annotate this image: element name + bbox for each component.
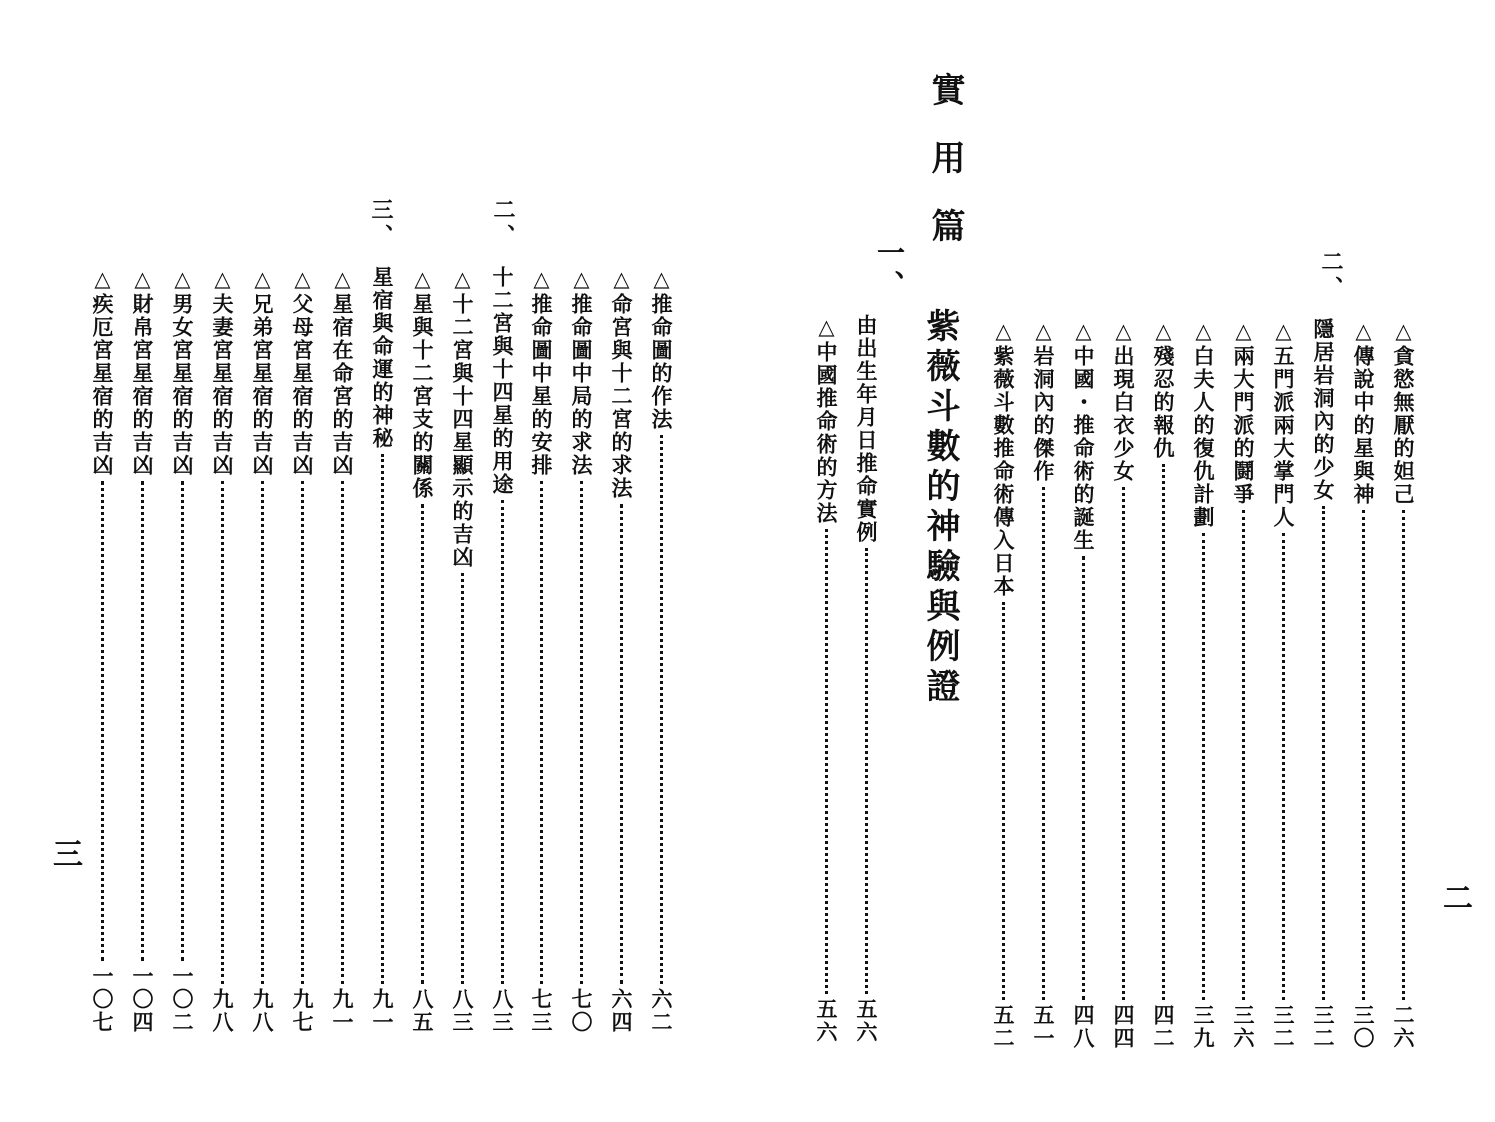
- toc-entry-title: △推命圖中星的安排: [529, 266, 554, 477]
- toc-entry-title: △財帛宮星宿的吉凶: [130, 266, 155, 477]
- toc-entry-title: △男女宮星宿的吉凶: [170, 266, 195, 477]
- section-number-three: 三、: [368, 198, 394, 250]
- toc-entry-page: 一〇七: [90, 965, 115, 1034]
- toc-entry-page: 九一: [370, 988, 395, 1034]
- toc-entry[interactable]: [252, 266, 273, 1034]
- toc-entry-title: △白夫人的復仇計劃: [1191, 318, 1216, 529]
- toc-entry[interactable]: [993, 318, 1014, 1050]
- toc-entry[interactable]: [292, 266, 313, 1034]
- leader-dots: [381, 454, 384, 984]
- toc-entry-page: 七三: [529, 988, 554, 1034]
- toc-entry[interactable]: [571, 266, 592, 1034]
- leader-dots: [1082, 556, 1085, 1000]
- toc-entry-page: 三二: [1271, 1004, 1296, 1050]
- toc-entry-title: △中國推命術的方法: [814, 314, 839, 525]
- leader-dots: [101, 481, 104, 961]
- toc-entry-title: △兩大門派的鬪爭: [1231, 318, 1256, 506]
- toc-entry[interactable]: [412, 266, 433, 1034]
- toc-entry[interactable]: [856, 314, 877, 1044]
- leader-dots: [221, 481, 224, 984]
- leader-dots: [620, 504, 623, 984]
- section-heading: 星宿與命運的神秘: [370, 266, 395, 450]
- toc-entry-page: 四二: [1151, 1004, 1176, 1050]
- leader-dots: [341, 481, 344, 984]
- toc-entry-page: 一〇二: [170, 965, 195, 1034]
- toc-entry-page: 六四: [609, 988, 634, 1034]
- toc-entry-title: △出現白衣少女: [1111, 318, 1136, 483]
- leader-dots: [580, 481, 583, 984]
- leader-dots: [1042, 487, 1045, 1000]
- toc-entry-page: 五六: [854, 998, 879, 1044]
- toc-entry[interactable]: [1113, 318, 1134, 1050]
- toc-entry[interactable]: [611, 266, 632, 1034]
- toc-entry[interactable]: [1073, 318, 1094, 1050]
- toc-entry-page: 八三: [490, 988, 515, 1034]
- toc-entry[interactable]: [1033, 318, 1054, 1050]
- toc-entry-page: 三六: [1231, 1004, 1256, 1050]
- section-heading-entry[interactable]: [492, 266, 513, 1034]
- section-number-two: 二、: [490, 198, 516, 250]
- toc-entry-page: 五六: [814, 998, 839, 1044]
- leader-dots: [1162, 464, 1165, 1000]
- leader-dots: [1282, 533, 1285, 1000]
- section-number-one: 一、: [873, 238, 906, 302]
- leader-dots: [1362, 510, 1365, 1000]
- toc-entry-page: 七〇: [569, 988, 594, 1034]
- toc-entry-title: △疾厄宮星宿的吉凶: [90, 266, 115, 477]
- leader-dots: [1402, 510, 1405, 1000]
- toc-entry-title: △推命圖中局的求法: [569, 266, 594, 477]
- leader-dots: [301, 481, 304, 984]
- toc-entry[interactable]: [816, 314, 837, 1044]
- toc-entry-title: △五門派兩大掌門人: [1271, 318, 1296, 529]
- leader-dots: [865, 548, 868, 994]
- toc-entry-page: 八三: [450, 988, 475, 1034]
- toc-entry-page: 八五: [410, 988, 435, 1034]
- section-heading: 紫薇斗數的神驗與例證: [920, 308, 960, 708]
- toc-entry-page: 四八: [1071, 1004, 1096, 1050]
- leader-dots: [461, 573, 464, 984]
- toc-entry[interactable]: [1393, 318, 1414, 1050]
- leader-dots: [1322, 506, 1325, 1000]
- toc-entry-page: 九八: [210, 988, 235, 1034]
- toc-entry-title: △夫妻宮星宿的吉凶: [210, 266, 235, 477]
- toc-entry-title: △岩洞內的傑作: [1031, 318, 1056, 483]
- toc-entry-page: 五一: [1031, 1004, 1056, 1050]
- leader-dots: [1122, 487, 1125, 1000]
- leader-dots: [660, 435, 663, 984]
- toc-entry[interactable]: [1353, 318, 1374, 1050]
- toc-entry-title: △推命圖的作法: [649, 266, 674, 431]
- toc-entry[interactable]: [1273, 318, 1294, 1050]
- toc-entry[interactable]: [1313, 318, 1334, 1050]
- toc-entry-page: 九一: [330, 988, 355, 1034]
- toc-entry-title: 由出生年月日推命實例: [854, 314, 879, 544]
- page-number: 三: [47, 838, 82, 868]
- toc-entry-page: 九八: [250, 988, 275, 1034]
- leader-dots: [501, 500, 504, 984]
- toc-entry-title: △殘忍的報仇: [1151, 318, 1176, 460]
- toc-entry-title: 隱居岩洞內的少女: [1311, 318, 1336, 502]
- toc-entry-title: △十二宮與十四星顯示的吉凶: [450, 266, 475, 569]
- leader-dots: [1242, 510, 1245, 1000]
- toc-entry-title: △星與十二宮支的關係: [410, 266, 435, 500]
- toc-entry-page: 三〇: [1351, 1004, 1376, 1050]
- section-heading: 十二宮與十四星的用途: [490, 266, 515, 496]
- toc-entry-title: △兄弟宮星宿的吉凶: [250, 266, 275, 477]
- toc-entry[interactable]: [651, 266, 672, 1034]
- toc-entry[interactable]: [132, 266, 153, 1034]
- toc-entry[interactable]: [332, 266, 353, 1034]
- part-title: 實用篇: [925, 72, 965, 276]
- toc-entry-title: △父母宮星宿的吉凶: [290, 266, 315, 477]
- toc-entry[interactable]: [92, 266, 113, 1034]
- toc-entry[interactable]: [1233, 318, 1254, 1050]
- toc-entry-title: △星宿在命宮的吉凶: [330, 266, 355, 477]
- toc-entry-page: 三二: [1311, 1004, 1336, 1050]
- leader-dots: [261, 481, 264, 984]
- right-page: [760, 0, 1495, 1122]
- section-number-continued: 二、: [1318, 250, 1344, 302]
- leader-dots: [421, 504, 424, 984]
- toc-entry[interactable]: [1193, 318, 1214, 1050]
- leader-dots: [1002, 602, 1005, 1000]
- toc-entry-page: 三九: [1191, 1004, 1216, 1050]
- page-number: 二: [1437, 882, 1472, 912]
- toc-entry-title: △中國・推命術的誕生: [1071, 318, 1096, 552]
- toc-entry-page: 六二: [649, 988, 674, 1034]
- leader-dots: [141, 481, 144, 961]
- leader-dots: [825, 529, 828, 994]
- leader-dots: [540, 481, 543, 984]
- toc-entry-title: △貪慾無厭的妲己: [1391, 318, 1416, 506]
- leader-dots: [1202, 533, 1205, 1000]
- toc-entry[interactable]: [172, 266, 193, 1034]
- toc-entry[interactable]: [531, 266, 552, 1034]
- toc-entry-title: △命宮與十二宮的求法: [609, 266, 634, 500]
- toc-entry-page: 一〇四: [130, 965, 155, 1034]
- toc-entry[interactable]: [212, 266, 233, 1034]
- toc-entry-page: 九七: [290, 988, 315, 1034]
- toc-entry-page: 二六: [1391, 1004, 1416, 1050]
- toc-entry-title: △紫薇斗數推命術傳入日本: [991, 318, 1016, 598]
- toc-entry-page: 五二: [991, 1004, 1016, 1050]
- toc-entry-page: 四四: [1111, 1004, 1136, 1050]
- leader-dots: [181, 481, 184, 961]
- toc-entry-title: △傳說中的星與神: [1351, 318, 1376, 506]
- section-heading-entry[interactable]: [372, 266, 393, 1034]
- toc-entry[interactable]: [452, 266, 473, 1034]
- toc-entry[interactable]: [1153, 318, 1174, 1050]
